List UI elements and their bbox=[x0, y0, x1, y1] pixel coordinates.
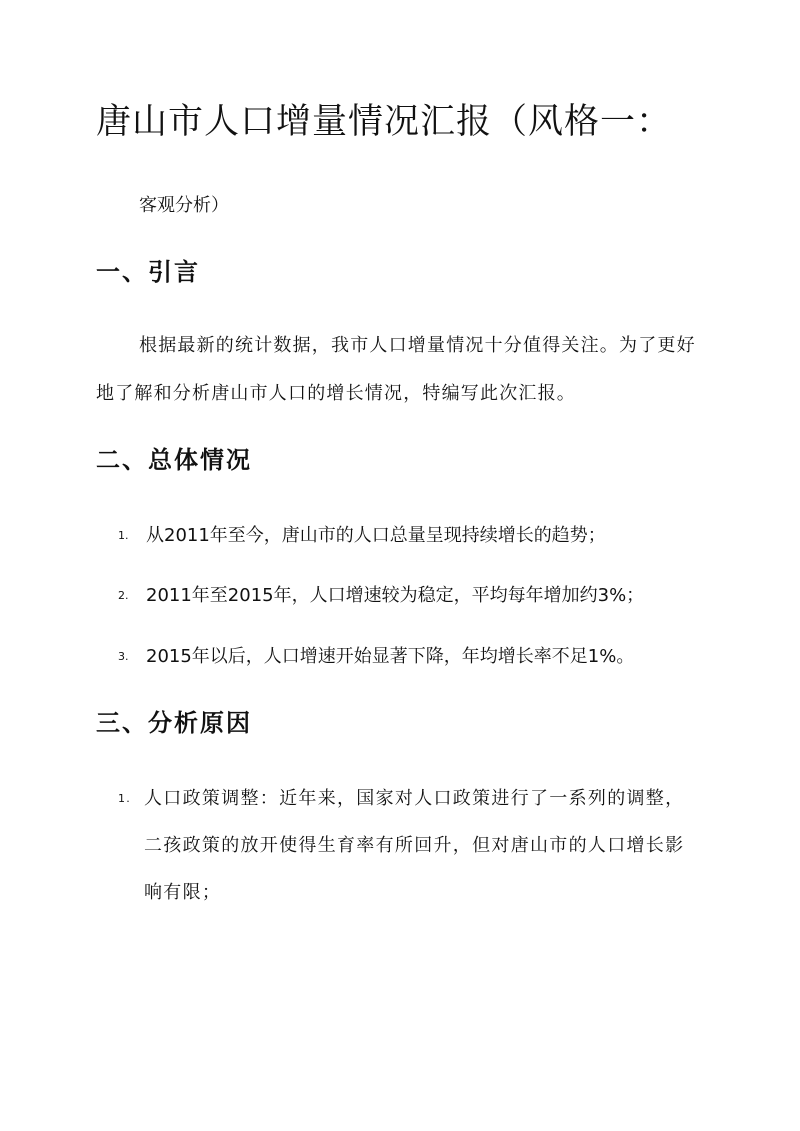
list-item bbox=[118, 775, 698, 916]
list-item-number: 1. bbox=[118, 529, 129, 542]
list-item-number: 3. bbox=[118, 650, 129, 663]
section-paragraph-introduction: 根据最新的统计数据，我市人口增量情况十分值得关注。为了更好地了解和分析唐山市人口的增长情况，特编写此次汇报。 bbox=[96, 335, 696, 404]
document-subtitle: 客观分析） bbox=[139, 195, 229, 216]
list-item-text: 人口政策调整：近年来，国家对人口政策进行了一系列的调整，二孩政策的放开使得生育率有所回升，但对唐山市的人口增长影响有限； bbox=[144, 788, 685, 903]
list-item-text: 从2011年至今，唐山市的人口总量呈现持续增长的趋势； bbox=[146, 525, 606, 546]
list-item bbox=[118, 584, 708, 608]
list-item-text: 2015年以后，人口增速开始显著下降，年均增长率不足1%。 bbox=[146, 646, 635, 667]
section-heading-causes: 三、分析原因 bbox=[96, 709, 252, 737]
document-title: 唐山市人口增量情况汇报（风格一： bbox=[96, 102, 673, 142]
list-item-text: 2011年至2015年，人口增速较为稳定，平均每年增加约3%； bbox=[146, 585, 645, 606]
list-item-number: 1. bbox=[118, 792, 132, 805]
section-heading-overview: 二、总体情况 bbox=[96, 446, 252, 474]
list-item bbox=[118, 645, 708, 669]
section-heading-introduction: 一、引言 bbox=[96, 258, 200, 286]
list-item-number: 2. bbox=[118, 589, 129, 602]
list-item bbox=[118, 524, 708, 548]
